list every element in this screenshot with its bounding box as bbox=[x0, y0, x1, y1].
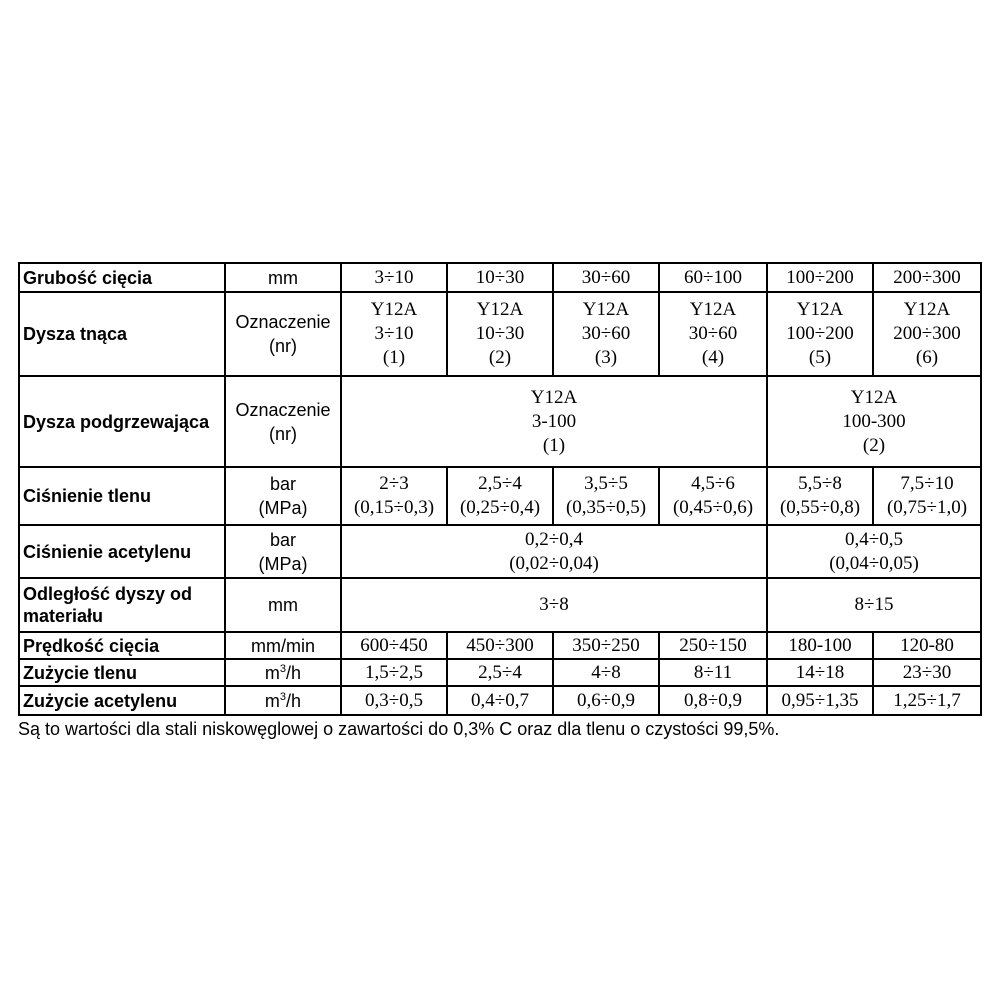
cell-zuzycie-acetylenu-6: 1,25÷1,7 bbox=[873, 686, 981, 715]
cell-cisnienie-acetylenu-2 bbox=[767, 525, 981, 578]
cell-line: 10÷30 bbox=[475, 323, 525, 344]
cell-line: Y12A bbox=[689, 299, 737, 320]
row-label-predkosc: Prędkość cięcia bbox=[19, 632, 225, 659]
unit-line: (nr) bbox=[269, 423, 297, 444]
cell-line: 5,5÷8 bbox=[798, 473, 842, 494]
label-line: materiału bbox=[23, 606, 104, 626]
cell-line: Y12A bbox=[582, 299, 630, 320]
unit-tail: /h bbox=[286, 690, 302, 711]
cell-line: (0,55÷0,8) bbox=[779, 497, 861, 518]
row-label-cisnienie-tlenu: Ciśnienie tlenu bbox=[19, 467, 225, 525]
cell-dysza-tnaca-4 bbox=[659, 292, 767, 376]
cell-cisnienie-tlenu-4 bbox=[659, 467, 767, 525]
unit-exponent: 3 bbox=[279, 690, 287, 703]
cell-cisnienie-tlenu-2 bbox=[447, 467, 553, 525]
cell-zuzycie-acetylenu-1: 0,3÷0,5 bbox=[341, 686, 447, 715]
cell-zuzycie-tlenu-4: 8÷11 bbox=[659, 659, 767, 686]
row-unit-grubosc: mm bbox=[225, 263, 341, 292]
table-row-odleglosc bbox=[19, 578, 981, 632]
cell-line: 200÷300 bbox=[893, 323, 961, 344]
unit-exponent: 3 bbox=[279, 662, 287, 675]
row-label-grubosc: Grubość cięcia bbox=[19, 263, 225, 292]
cell-odleglosc-1: 3÷8 bbox=[341, 578, 767, 632]
row-unit-predkosc: mm/min bbox=[225, 632, 341, 659]
cell-line: (0,75÷1,0) bbox=[886, 497, 968, 518]
row-unit-cisnienie-tlenu bbox=[225, 467, 341, 525]
unit-line: bar bbox=[269, 529, 296, 550]
cell-zuzycie-tlenu-5: 14÷18 bbox=[767, 659, 873, 686]
row-unit-zuzycie-acetylenu bbox=[225, 686, 341, 715]
cell-line: 100-300 bbox=[842, 410, 906, 432]
cell-grubosc-6: 200÷300 bbox=[873, 263, 981, 292]
row-unit-zuzycie-tlenu bbox=[225, 659, 341, 686]
cell-grubosc-3: 30÷60 bbox=[553, 263, 659, 292]
cell-odleglosc-2: 8÷15 bbox=[767, 578, 981, 632]
row-label-cisnienie-acetylenu: Ciśnienie acetylenu bbox=[19, 525, 225, 578]
row-unit-cisnienie-acetylenu bbox=[225, 525, 341, 578]
cell-line: (1) bbox=[382, 347, 406, 368]
cell-line: (0,15÷0,3) bbox=[353, 497, 435, 518]
cutting-parameters-table bbox=[18, 262, 982, 716]
table-row-cisnienie-acetylenu bbox=[19, 525, 981, 578]
row-unit-dysza-podgrzewajaca bbox=[225, 376, 341, 467]
cell-grubosc-2: 10÷30 bbox=[447, 263, 553, 292]
cell-line: Y12A bbox=[476, 299, 524, 320]
cell-line: Y12A bbox=[796, 299, 844, 320]
table-row-zuzycie-tlenu bbox=[19, 659, 981, 686]
table-row-cisnienie-tlenu bbox=[19, 467, 981, 525]
label-line: Odległość dyszy od bbox=[23, 584, 193, 604]
cell-dysza-tnaca-1 bbox=[341, 292, 447, 376]
table-row-grubosc bbox=[19, 263, 981, 292]
cell-line: Y12A bbox=[370, 299, 418, 320]
cell-line: Y12A bbox=[903, 299, 951, 320]
cell-line: (2) bbox=[488, 347, 512, 368]
cell-line: 7,5÷10 bbox=[900, 473, 954, 494]
row-label-zuzycie-tlenu: Zużycie tlenu bbox=[19, 659, 225, 686]
table-row-predkosc bbox=[19, 632, 981, 659]
table-row-zuzycie-acetylenu bbox=[19, 686, 981, 715]
cell-zuzycie-acetylenu-4: 0,8÷0,9 bbox=[659, 686, 767, 715]
cell-zuzycie-acetylenu-3: 0,6÷0,9 bbox=[553, 686, 659, 715]
cell-line: 3,5÷5 bbox=[584, 473, 628, 494]
cell-predkosc-4: 250÷150 bbox=[659, 632, 767, 659]
cell-line: (4) bbox=[701, 347, 725, 368]
cell-zuzycie-acetylenu-2: 0,4÷0,7 bbox=[447, 686, 553, 715]
cell-line: (5) bbox=[808, 347, 832, 368]
unit-line: (nr) bbox=[269, 336, 297, 356]
cell-line: 30÷60 bbox=[581, 323, 631, 344]
cell-dysza-tnaca-2 bbox=[447, 292, 553, 376]
row-unit-dysza-tnaca bbox=[225, 292, 341, 376]
cell-cisnienie-tlenu-1 bbox=[341, 467, 447, 525]
cell-zuzycie-tlenu-6: 23÷30 bbox=[873, 659, 981, 686]
cell-dysza-tnaca-5 bbox=[767, 292, 873, 376]
cell-cisnienie-tlenu-5 bbox=[767, 467, 873, 525]
cell-zuzycie-tlenu-3: 4÷8 bbox=[553, 659, 659, 686]
table-row-dysza-tnaca bbox=[19, 292, 981, 376]
footnote: Są to wartości dla stali niskowęglowej o zawartości do 0,3% C oraz dla tlenu o czystości 99,5%. bbox=[18, 719, 780, 739]
cell-line: (0,45÷0,6) bbox=[672, 497, 754, 518]
unit-base: m bbox=[264, 662, 280, 683]
cell-line: Y12A bbox=[850, 386, 898, 408]
cell-cisnienie-tlenu-3 bbox=[553, 467, 659, 525]
cell-line: 3÷10 bbox=[374, 323, 414, 344]
cell-cisnienie-acetylenu-1 bbox=[341, 525, 767, 578]
cell-line: 3-100 bbox=[531, 410, 577, 432]
cell-dysza-podgrzewajaca-1 bbox=[341, 376, 767, 467]
row-label-dysza-podgrzewajaca: Dysza podgrzewająca bbox=[19, 376, 225, 467]
row-unit-odleglosc: mm bbox=[225, 578, 341, 632]
cell-line: (0,04÷0,05) bbox=[829, 552, 919, 574]
unit-line: Oznaczenie bbox=[235, 399, 331, 420]
unit-line: (MPa) bbox=[258, 553, 308, 574]
cell-predkosc-3: 350÷250 bbox=[553, 632, 659, 659]
unit-line: (MPa) bbox=[258, 498, 308, 518]
cell-grubosc-4: 60÷100 bbox=[659, 263, 767, 292]
row-label-dysza-tnaca: Dysza tnąca bbox=[19, 292, 225, 376]
cell-dysza-tnaca-6 bbox=[873, 292, 981, 376]
cell-line: (0,02÷0,04) bbox=[509, 552, 599, 574]
unit-tail: /h bbox=[286, 662, 302, 683]
cell-line: 0,4÷0,5 bbox=[845, 528, 903, 550]
cell-line: (3) bbox=[594, 347, 618, 368]
cell-zuzycie-tlenu-2: 2,5÷4 bbox=[447, 659, 553, 686]
cell-line: (0,25÷0,4) bbox=[459, 497, 541, 518]
cell-predkosc-6: 120-80 bbox=[873, 632, 981, 659]
row-label-odleglosc bbox=[19, 578, 225, 632]
cell-line: 4,5÷6 bbox=[691, 473, 735, 494]
cell-predkosc-1: 600÷450 bbox=[341, 632, 447, 659]
cell-line: 2÷3 bbox=[379, 473, 409, 494]
cell-grubosc-5: 100÷200 bbox=[767, 263, 873, 292]
cell-line: 2,5÷4 bbox=[478, 473, 522, 494]
cell-line: 100÷200 bbox=[786, 323, 854, 344]
cell-dysza-podgrzewajaca-2 bbox=[767, 376, 981, 467]
cell-line: (6) bbox=[915, 347, 939, 368]
cell-line: (0,35÷0,5) bbox=[565, 497, 647, 518]
cell-dysza-tnaca-3 bbox=[553, 292, 659, 376]
unit-base: m bbox=[264, 690, 280, 711]
unit-line: Oznaczenie bbox=[235, 312, 331, 332]
cell-predkosc-5: 180-100 bbox=[767, 632, 873, 659]
cell-line: 0,2÷0,4 bbox=[525, 528, 583, 550]
cell-zuzycie-tlenu-1: 1,5÷2,5 bbox=[341, 659, 447, 686]
cell-zuzycie-acetylenu-5: 0,95÷1,35 bbox=[767, 686, 873, 715]
cell-line: (1) bbox=[542, 434, 566, 456]
row-label-zuzycie-acetylenu: Zużycie acetylenu bbox=[19, 686, 225, 715]
cell-predkosc-2: 450÷300 bbox=[447, 632, 553, 659]
unit-line: bar bbox=[269, 474, 296, 494]
cell-line: Y12A bbox=[530, 386, 578, 408]
cell-line: (2) bbox=[862, 434, 886, 456]
cell-grubosc-1: 3÷10 bbox=[341, 263, 447, 292]
cell-line: 30÷60 bbox=[688, 323, 738, 344]
table-row-dysza-podgrzewajaca bbox=[19, 376, 981, 467]
cell-cisnienie-tlenu-6 bbox=[873, 467, 981, 525]
